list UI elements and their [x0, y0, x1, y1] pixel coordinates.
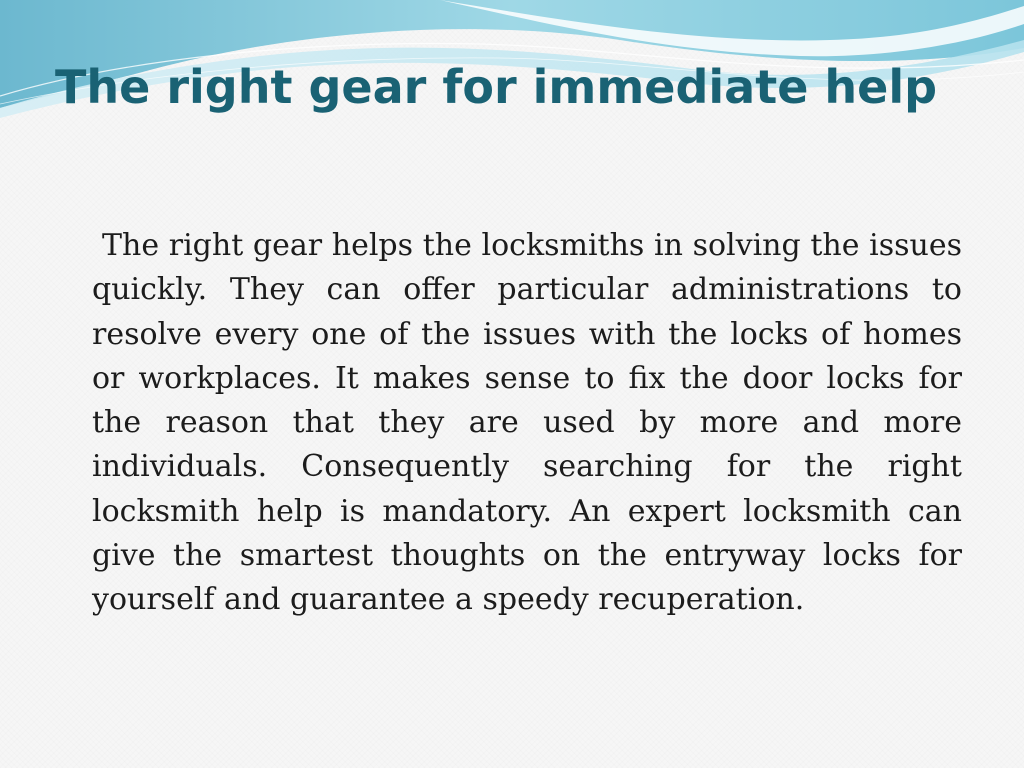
slide-body-paragraph: The right gear helps the locksmiths in solving the issues quickly. They can offer particular administrations to resolve every one of the issues with the locks of homes or workplaces. It makes sense to fix the door locks for the reason that they are used by more and more individuals. Consequently searching for the right locksmith help is mandatory. An expert locksmith can give the smartest thoughts on the entryway locks for yourself and guarantee a speedy recuperation. [92, 228, 962, 618]
slide-title: The right gear for immediate help [55, 60, 938, 114]
